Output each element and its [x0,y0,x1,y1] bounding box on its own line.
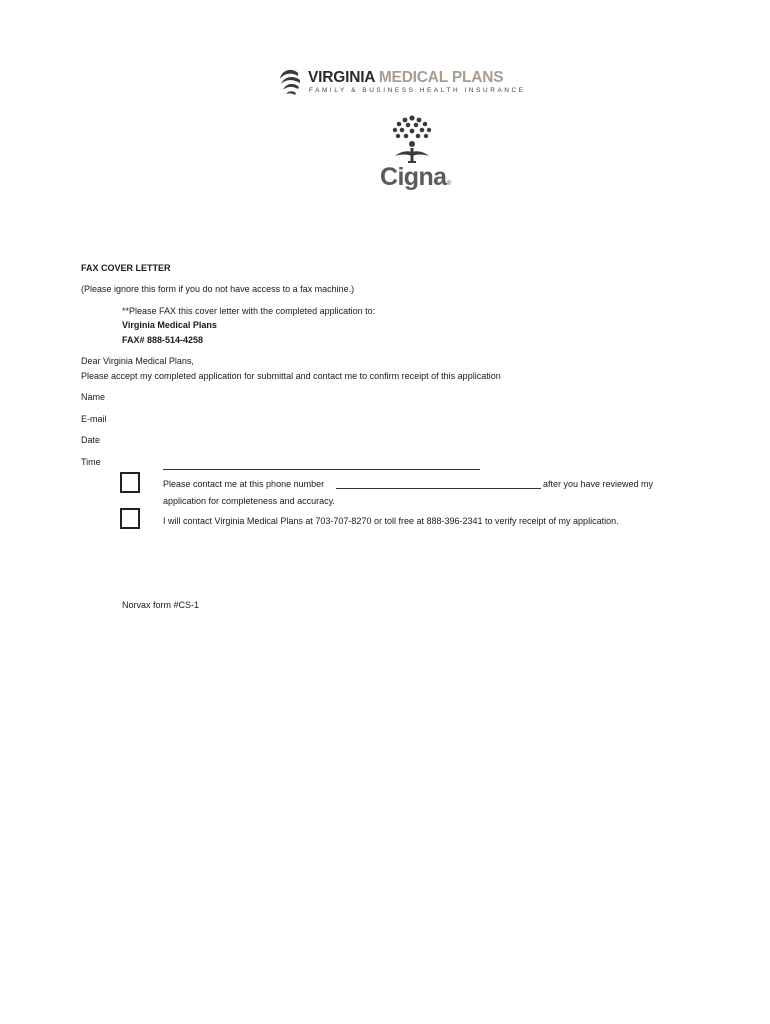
cigna-wordmark: Cigna [380,163,447,191]
email-label: E-mail [81,414,107,424]
fax-company: Virginia Medical Plans [122,320,217,330]
virginia-medical-plans-logo [278,68,526,100]
brand-name-part2: MEDICAL PLANS [378,69,504,86]
request-text: Please accept my completed application for submittal and contact me to confirm receipt of this application [81,371,501,381]
form-id: Norvax form #CS-1 [122,600,200,610]
cigna-tree-logo-icon [390,114,434,164]
cigna-registered-mark: ® [447,181,452,187]
phone-number-line[interactable] [336,488,541,489]
option2-text: I will contact Virginia Medical Plans at 703-707-8270 or toll free at 888-396-2341 to verify receipt of my application. [163,516,619,526]
greeting: Dear Virginia Medical Plans, [81,356,194,366]
contact-me-checkbox[interactable] [120,472,140,493]
brand-tagline: FAMILY & BUSINESS HEALTH INSURANCE [309,87,526,94]
time-input-line[interactable] [163,469,480,470]
will-contact-checkbox[interactable] [120,508,140,529]
letter-title: FAX COVER LETTER [81,263,171,273]
date-label: Date [81,435,101,445]
option1-text-part1: Please contact me at this phone number [163,479,325,489]
option1-text-line2: application for completeness and accuracy. [163,496,335,506]
option1-text-part2: after you have reviewed my [543,479,654,489]
brand-name [308,70,503,86]
brand-name-part1: VIRGINIA [308,69,375,86]
vmp-swirl-logo-icon [278,68,302,96]
name-label: Name [81,392,106,402]
fax-number: FAX# 888-514-4258 [122,335,204,345]
time-label: Time [81,457,101,467]
fax-instruction: **Please FAX this cover letter with the completed application to: [122,306,376,316]
ignore-note: (Please ignore this form if you do not have access to a fax machine.) [81,284,355,294]
